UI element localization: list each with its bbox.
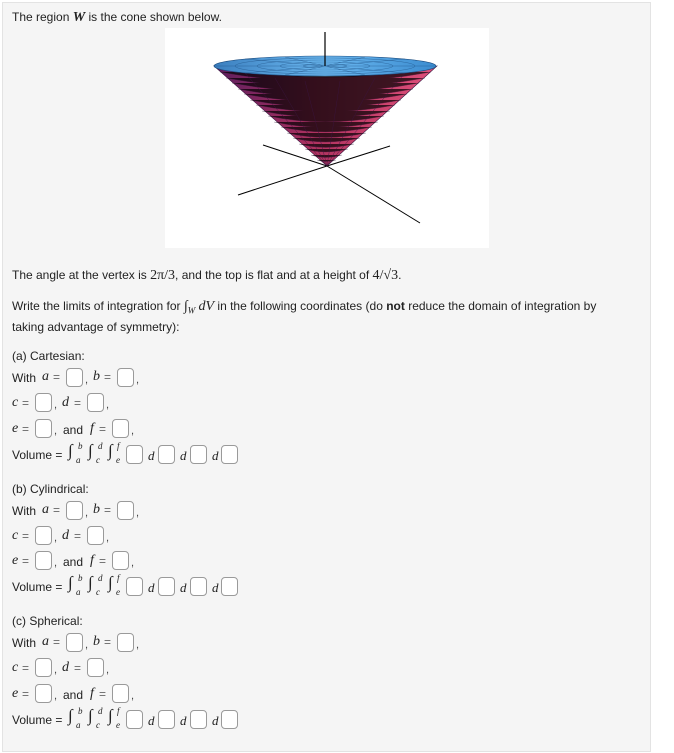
emphasis-not: not <box>386 299 405 313</box>
answer-f-cartesian[interactable] <box>112 419 129 438</box>
limit-lower-c: c <box>96 720 100 730</box>
limit-upper-d: d <box>98 573 103 583</box>
answer-c-cartesian[interactable] <box>35 393 52 412</box>
integrand-spherical[interactable] <box>126 710 143 729</box>
limit-lower-a: a <box>76 455 81 465</box>
differential-1-cylindrical[interactable] <box>158 577 175 596</box>
region-symbol: W <box>72 10 86 25</box>
section-b-title: Cylindrical: <box>30 482 89 496</box>
eq-a: = <box>53 370 61 384</box>
and-label: and <box>63 423 84 437</box>
angle-sentence <box>12 268 401 284</box>
eq-e: = <box>22 422 30 436</box>
comma: , <box>136 374 140 386</box>
cone-height: 4/√3 <box>372 268 399 283</box>
answer-a-cartesian[interactable] <box>66 368 83 387</box>
answer-c-cylindrical[interactable] <box>35 526 52 545</box>
eq-a: = <box>53 503 61 517</box>
integral-sign: ∫ <box>68 573 73 592</box>
with-label: With <box>12 636 36 650</box>
eq-f: = <box>99 422 107 436</box>
eq-e: = <box>22 687 30 701</box>
intro-prefix: The region <box>12 10 73 24</box>
eq-d: = <box>74 661 82 675</box>
instructions-suffix: reduce the domain of integration by <box>404 299 597 313</box>
limit-upper-b: b <box>78 441 83 451</box>
var-b: b <box>93 502 100 517</box>
comma: , <box>54 399 58 411</box>
answer-e-cylindrical[interactable] <box>35 551 52 570</box>
eq-d: = <box>74 396 82 410</box>
var-f: f <box>90 686 94 701</box>
differential-2-cartesian[interactable] <box>190 445 207 464</box>
limit-upper-b: b <box>78 573 83 583</box>
differential-1-cartesian[interactable] <box>158 445 175 464</box>
differential-d: d <box>180 713 187 728</box>
answer-c-spherical[interactable] <box>35 658 52 677</box>
section-b-heading <box>12 482 89 496</box>
angle-middle: , and the top is flat and at a height of <box>175 268 373 282</box>
comma: , <box>54 690 58 702</box>
integrand-cylindrical[interactable] <box>126 577 143 596</box>
answer-d-spherical[interactable] <box>87 658 104 677</box>
comma: , <box>106 664 110 676</box>
integrand-cartesian[interactable] <box>126 445 143 464</box>
limit-upper-b: b <box>78 706 83 716</box>
eq-c: = <box>22 529 30 543</box>
limit-lower-e: e <box>116 720 120 730</box>
section-a-letter: (a) <box>12 349 27 363</box>
integral-sign: ∫ <box>68 441 73 460</box>
vertex-angle: 2π/3 <box>150 268 176 283</box>
var-b: b <box>93 634 100 649</box>
integral-subscript: W <box>187 305 196 316</box>
limit-upper-d: d <box>98 441 103 451</box>
answer-e-spherical[interactable] <box>35 684 52 703</box>
section-a-heading <box>12 349 85 363</box>
differential-d: d <box>212 713 219 728</box>
comma: , <box>136 639 140 651</box>
instructions-prefix: Write the limits of integration for <box>12 299 184 313</box>
differential-dv: dV <box>198 299 215 314</box>
integral-sign: ∫ <box>88 573 93 592</box>
differential-3-spherical[interactable] <box>221 710 238 729</box>
integral-sign: ∫ <box>108 441 113 460</box>
var-e: e <box>12 421 19 436</box>
comma: , <box>131 557 135 569</box>
var-c: c <box>12 528 19 543</box>
comma: , <box>106 532 110 544</box>
instructions-line-1 <box>12 299 596 315</box>
axis-line <box>327 166 420 223</box>
cone-plot <box>165 28 489 248</box>
answer-a-spherical[interactable] <box>66 633 83 652</box>
var-e: e <box>12 686 19 701</box>
var-a: a <box>42 369 49 384</box>
var-f: f <box>90 421 94 436</box>
answer-a-cylindrical[interactable] <box>66 501 83 520</box>
comma: , <box>54 532 58 544</box>
differential-d: d <box>148 713 155 728</box>
differential-2-spherical[interactable] <box>190 710 207 729</box>
limit-upper-d: d <box>98 706 103 716</box>
and-label: and <box>63 688 84 702</box>
eq-c: = <box>22 396 30 410</box>
eq-b: = <box>104 503 112 517</box>
var-a: a <box>42 502 49 517</box>
var-c: c <box>12 395 19 410</box>
limit-lower-e: e <box>116 587 120 597</box>
answer-d-cylindrical[interactable] <box>87 526 104 545</box>
cone-figure <box>165 28 489 248</box>
answer-d-cartesian[interactable] <box>87 393 104 412</box>
section-c-title: Spherical: <box>29 614 83 628</box>
section-b-letter: (b) <box>12 482 27 496</box>
answer-f-spherical[interactable] <box>112 684 129 703</box>
answer-b-cylindrical[interactable] <box>117 501 134 520</box>
integral-sign: ∫ <box>88 706 93 725</box>
axis-line <box>238 166 327 195</box>
section-a-title: Cartesian: <box>30 349 85 363</box>
differential-d: d <box>148 448 155 463</box>
volume-label: Volume = <box>12 448 63 462</box>
differential-1-spherical[interactable] <box>158 710 175 729</box>
var-c: c <box>12 660 19 675</box>
integral-sign: ∫ <box>108 573 113 592</box>
differential-d: d <box>180 448 187 463</box>
comma: , <box>85 639 89 651</box>
angle-suffix: . <box>398 268 402 282</box>
instructions-line-2: taking advantage of symmetry): <box>12 320 180 334</box>
answer-b-spherical[interactable] <box>117 633 134 652</box>
intro-suffix: is the cone shown below. <box>85 10 222 24</box>
instructions-middle: in the following coordinates (do <box>214 299 387 313</box>
comma: , <box>131 425 135 437</box>
eq-b: = <box>104 635 112 649</box>
limit-lower-a: a <box>76 720 81 730</box>
limit-lower-c: c <box>96 587 100 597</box>
var-d: d <box>62 660 69 675</box>
and-label: and <box>63 555 84 569</box>
intro-text <box>12 10 222 26</box>
comma: , <box>54 664 58 676</box>
volume-label: Volume = <box>12 580 63 594</box>
with-label: With <box>12 371 36 385</box>
var-d: d <box>62 395 69 410</box>
limit-lower-c: c <box>96 455 100 465</box>
integral-sign: ∫ <box>108 706 113 725</box>
comma: , <box>85 374 89 386</box>
differential-d: d <box>180 580 187 595</box>
var-a: a <box>42 634 49 649</box>
limit-lower-a: a <box>76 587 81 597</box>
eq-d: = <box>74 529 82 543</box>
var-f: f <box>90 553 94 568</box>
angle-prefix: The angle at the vertex is <box>12 268 151 282</box>
differential-3-cylindrical[interactable] <box>221 577 238 596</box>
comma: , <box>106 399 110 411</box>
differential-d: d <box>212 448 219 463</box>
integral-sign: ∫ <box>68 706 73 725</box>
answer-e-cartesian[interactable] <box>35 419 52 438</box>
integral-symbol: ∫ <box>183 299 188 314</box>
with-label: With <box>12 504 36 518</box>
eq-c: = <box>22 661 30 675</box>
var-b: b <box>93 369 100 384</box>
eq-e: = <box>22 554 30 568</box>
comma: , <box>85 507 89 519</box>
var-e: e <box>12 553 19 568</box>
limit-lower-e: e <box>116 455 120 465</box>
comma: , <box>54 557 58 569</box>
section-c-heading <box>12 614 83 628</box>
volume-label: Volume = <box>12 713 63 727</box>
eq-f: = <box>99 687 107 701</box>
limit-upper-f: f <box>117 706 120 716</box>
section-c-letter: (c) <box>12 614 26 628</box>
differential-3-cartesian[interactable] <box>221 445 238 464</box>
eq-a: = <box>53 635 61 649</box>
answer-b-cartesian[interactable] <box>117 368 134 387</box>
answer-f-cylindrical[interactable] <box>112 551 129 570</box>
comma: , <box>136 507 140 519</box>
eq-f: = <box>99 554 107 568</box>
limit-upper-f: f <box>117 441 120 451</box>
var-d: d <box>62 528 69 543</box>
differential-d: d <box>148 580 155 595</box>
comma: , <box>131 690 135 702</box>
comma: , <box>54 425 58 437</box>
eq-b: = <box>104 370 112 384</box>
differential-2-cylindrical[interactable] <box>190 577 207 596</box>
differential-d: d <box>212 580 219 595</box>
integral-sign: ∫ <box>88 441 93 460</box>
limit-upper-f: f <box>117 573 120 583</box>
